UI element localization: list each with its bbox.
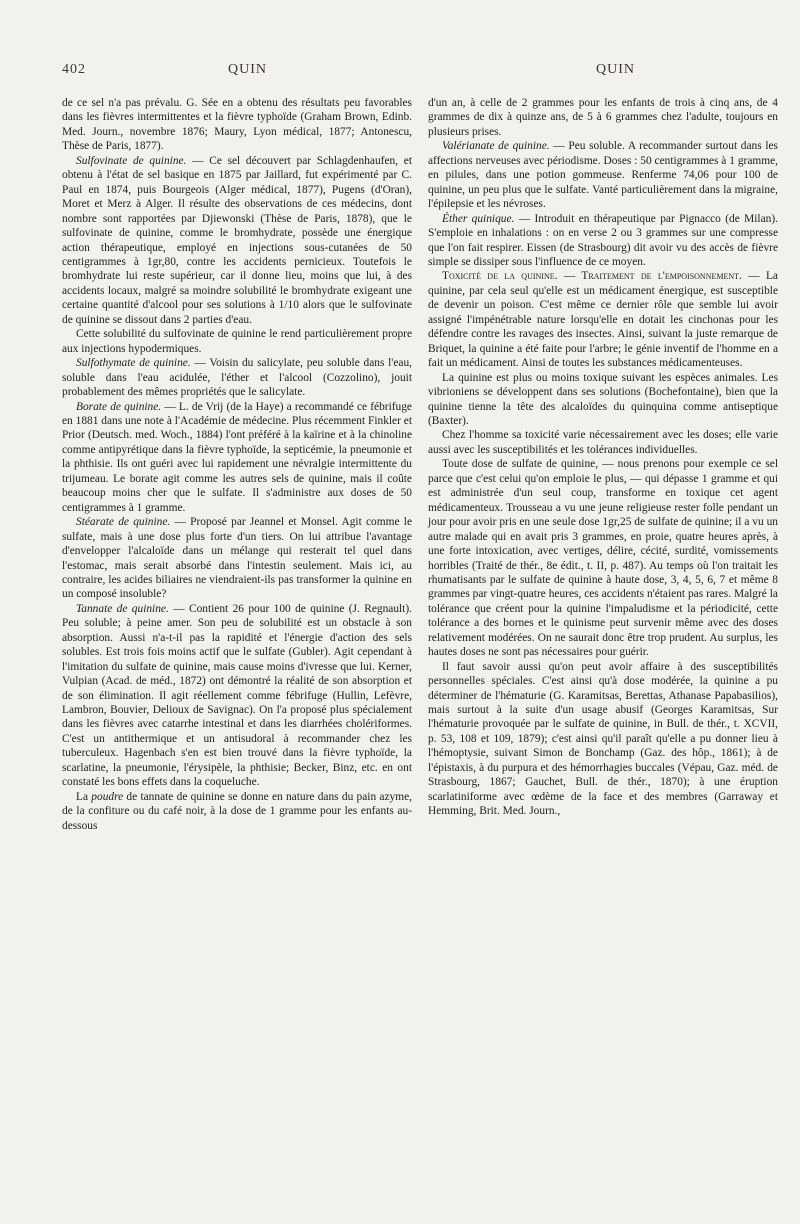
entry-toxicite: [428, 269, 778, 370]
entry-heading: Valérianate de quinine.: [442, 140, 550, 153]
paragraph: La quinine est plus ou moins toxique suivant les espèces animales. Les vibrioniens se développent dans ses solutions (Bochefontaine), bien que la quinine tienne la tête des alcaloïdes du quinquina comme antiseptique (Baxter).: [428, 371, 778, 427]
paragraph: Cette solubilité du sulfovinate de quinine le rend particulièrement propre aux injections hypodermiques.: [62, 328, 412, 355]
entry-borate: [62, 400, 412, 516]
entry-text: — Contient 26 pour 100 de quinine (J. Regnault). Peu soluble; à peine amer. Son peu de solubilité est un obstacle à son absorption. Aussi n'a-t-il pas la rapidité et l'énergie d'action des sels solubles. Est trois fois moins actif que le sulfate (Gubler). Agit cependant à l'imitation du sulfate de quinine, mais cause moins d'ivresse que lui. Kerner, Vulpian (Acad. de méd., 1872) ont démontré la réalité de son absorption et de son élimination. Il agit réellement comme fébrifuge (Hullin, Lefèvre, Lambron, Bouvier, Delioux de Savignac). On l'a proposé plus spécialement dans les fièvres avec catarrhe intestinal et dans les diarrhées cholériformes. C'est un antithermique et un antisudoral à recommander chez les tuberculeux. Hagenbach s'en est bien trouvé dans la fièvre typhoïde, la scarlatine, la pneumonie, l'érysipèle, la phthisie; Becker, Binz, etc. en ont constaté les bons effets dans la coqueluche.: [62, 602, 412, 789]
entry-text: — L. de Vrij (de la Haye) a recommandé ce fébrifuge en 1881 dans une note à l'Académie de médecine. Plus récemment Finkler et Prior (Deutsch. med. Woch., 1884) l'ont préféré à la kaïrine et à la chinoline comme antipyrétique dans la fièvre typhoïde, la septicémie, la pneumonie et la phthisie. Ils ont guéri avec lui rapidement une névralgie intermittente du trijumeau. Le borate agit comme les autres sels de quinine, mais il coûte beaucoup moins cher que le sulfate. Il s'administre aux doses de 50 centigrammes à 1 gramme.: [62, 400, 412, 514]
entry-prefix: La: [76, 790, 92, 803]
entry-stearate: [62, 515, 412, 602]
entry-text: — La quinine, par cela seul qu'elle est un médicament énergique, est susceptible de devenir un poison. C'est même ce dernier rôle que semble lui avoir assigné l'impénétrable nature lorsqu'elle en dotait les cinchonas pour les défendre contre les ravages des insectes. Ainsi, suivant la juste remarque de Briquet, la quinine a été faite pour l'arbre; le génie inventif de l'homme en a fait un médicament. Ainsi de toutes les substances médicamenteuses.: [428, 270, 778, 370]
entry-tannate: [62, 602, 412, 790]
paragraph: Chez l'homme sa toxicité varie nécessairement avec les doses; elle varie aussi avec les susceptibilités et les tolérances individuelles.: [428, 429, 778, 456]
entry-sulfovinate: [62, 154, 412, 327]
entry-sulfothymate: [62, 356, 412, 399]
entry-text: — Ce sel découvert par Schlagdenhaufen, et obtenu à l'état de sel basique en 1875 par Jaillard, fut expérimenté par C. Paul en 1874, puis Bourgeois (Alger médical, 1877), Pugens (d'Oran), Moret et Merz à Alger. Il résulte des observations de ces médecins, dont nombre sont rapportées par Djiewonski (Thèse de Paris, 1878), que le sulfovinate de quinine, comme le bromhydrate, possède une énergique action thérapeutique, employé en injections sous-cutanées de 50 centigrammes à 1gr,80, contre les accidents pernicieux. Toutefois le bromhydrate lui reste supérieur, car il donne lieu, moins que lui, à des accidents locaux, malgré sa moindre solubilité le bromhydrate exigeant une certaine quantité d'alcool pour ses solutions à 1/10 alors que le sulfovinate de quinine se dissout dans 2 parties d'eau.: [62, 154, 412, 326]
entry-ether: [428, 212, 778, 270]
running-head-left: QUIN: [228, 62, 267, 77]
page-number: 402: [62, 62, 86, 77]
entry-heading: poudre: [91, 790, 124, 803]
entry-heading: Éther quinique.: [442, 212, 515, 225]
entry-text: — Voisin du salicylate, peu soluble dans l'eau, soluble dans l'eau acidulée, l'éther et l'alcool (Cozzolino), jouit probablement des mêmes propriétés que le salicylate.: [62, 357, 412, 399]
entry-heading: Sulfothymate de quinine.: [76, 357, 191, 370]
entry-text: — Peu soluble. A recommander surtout dans les affections nerveuses avec périodisme. Doses : 50 centigrammes à 1 gramme, en pilules, dans une potion gommeuse. Renferme 74,06 pour 100 de quinine, un peu plus que le sulfate. Vanté particulièrement dans la migraine, l'épilepsie et les névroses.: [428, 140, 778, 211]
entry-heading: Borate de quinine.: [76, 400, 162, 413]
paragraph-poudre: [62, 790, 412, 833]
entry-text: — Introduit en thérapeutique par Pignacco (de Milan). S'emploie en inhalations : on en verse 2 ou 3 grammes sur une compresse que l'on fait respirer. Eissen (de Strasbourg) dit avoir vu des accès de fièvre simple se dissiper sous l'influence de ce moyen.: [428, 212, 778, 268]
section-heading: Toxicité de la quinine. — Traitement de l'empoisonnement.: [442, 270, 742, 283]
paragraph: de ce sel n'a pas prévalu. G. Sée en a obtenu des résultats peu favorables dans les fièvres intermittentes et la fièvre typhoïde (Graham Brown, Edinb. Med. Journ., novembre 1876; Maury, Lyon médical, 1877; Antonescu, Thèse de Paris, 1877).: [62, 97, 412, 153]
entry-heading: Tannate de quinine.: [76, 602, 169, 615]
paragraph: d'un an, à celle de 2 grammes pour les enfants de trois à cinq ans, de 4 grammes de dix à quinze ans, de 5 à 6 grammes chez l'adulte, toujours en plusieurs prises.: [428, 97, 778, 138]
paragraph: Toute dose de sulfate de quinine, — nous prenons pour exemple ce sel parce que c'est celui qu'on emploie le plus, — qui dépasse 1 gramme et qui est administrée d'un seul coup, transforme en toxique cet agent médicamenteux. Trousseau a vu une jeune religieuse rester folle pendant un jour pour avoir pris en une seule dose 1gr,25 de sulfate de quinine; il a vu un autre malade qui en avait pris 3 grammes, en proie, quatre heures après, à une forte intoxication, avec vertiges, délire, cécité, surdité, vomissements horribles (Traité de thér., 8e édit., t. II, p. 487). Au temps où l'on traitait les rhumatisants par le sulfate de quinine à haute dose, 3, 4, 5, 6, 7 et même 8 grammes par vingt-quatre heures, ces accidents n'étaient pas rares. Malgré la tolérance que créent pour la quinine l'impaludisme et la périodicité, cette tolérance a des bornes et le quinisme peut survenir même avec des doses relativement modérées. On ne saurait donc être trop prudent. Au surplus, les hautes doses ne sont pas nécessaires pour guérir.: [428, 458, 778, 659]
entry-heading: Stéarate de quinine.: [76, 516, 171, 529]
entry-heading: Sulfovinate de quinine.: [76, 154, 187, 167]
right-column: [428, 96, 778, 819]
running-head-right: QUIN: [596, 62, 635, 77]
page-header: [0, 62, 800, 86]
paragraph: Il faut savoir aussi qu'on peut avoir affaire à des susceptibilités personnelles spéciales. C'est ainsi qu'à dose modérée, la quinine a pu déterminer de l'hématurie (G. Karamitsas, Berettas, Athanase Papabasilios), mais surtout à la suite d'un usage abusif (Georges Karamitsas, Sur l'hématurie provoquée par le sulfate de quinine, in Bull. de thér., t. XCVII, p. 53, 108 et 109, 1879); c'est ainsi qu'il paraît qu'elle a pu donner lieu à l'hémoptysie, suivant Simon de Bonchamp (Gaz. des hôp., 1861); à de l'épistaxis, à du purpura et des hémorrhagies buccales (Vépau, Gaz. méd. de Strasbourg, 1867; Gauchet, Bull. de thér., 1870); à une éruption scarlatiniforme avec œdème de la face et des membres (Garraway et Hemming, Brit. Med. Journ.,: [428, 660, 778, 818]
left-column: [62, 96, 412, 833]
entry-text: de tannate de quinine se donne en nature dans du pain azyme, de la confiture ou du café noir, à la dose de 1 gramme pour les enfants au-dessous: [62, 790, 412, 832]
entry-text: — Proposé par Jeannel et Monsel. Agit comme le sulfate, mais à une dose plus forte d'un tiers. On lui attribue l'avantage d'envelopper l'alcaloïde dans un mélange qui resterait tel quel dans l'estomac, mais serait absorbé dans l'intestin seulement. Mais ici, au contraire, les acides biliaires ne viendraient-ils pas transformer la quinine en un composé insoluble?: [62, 516, 413, 601]
entry-valerianate: [428, 139, 778, 211]
